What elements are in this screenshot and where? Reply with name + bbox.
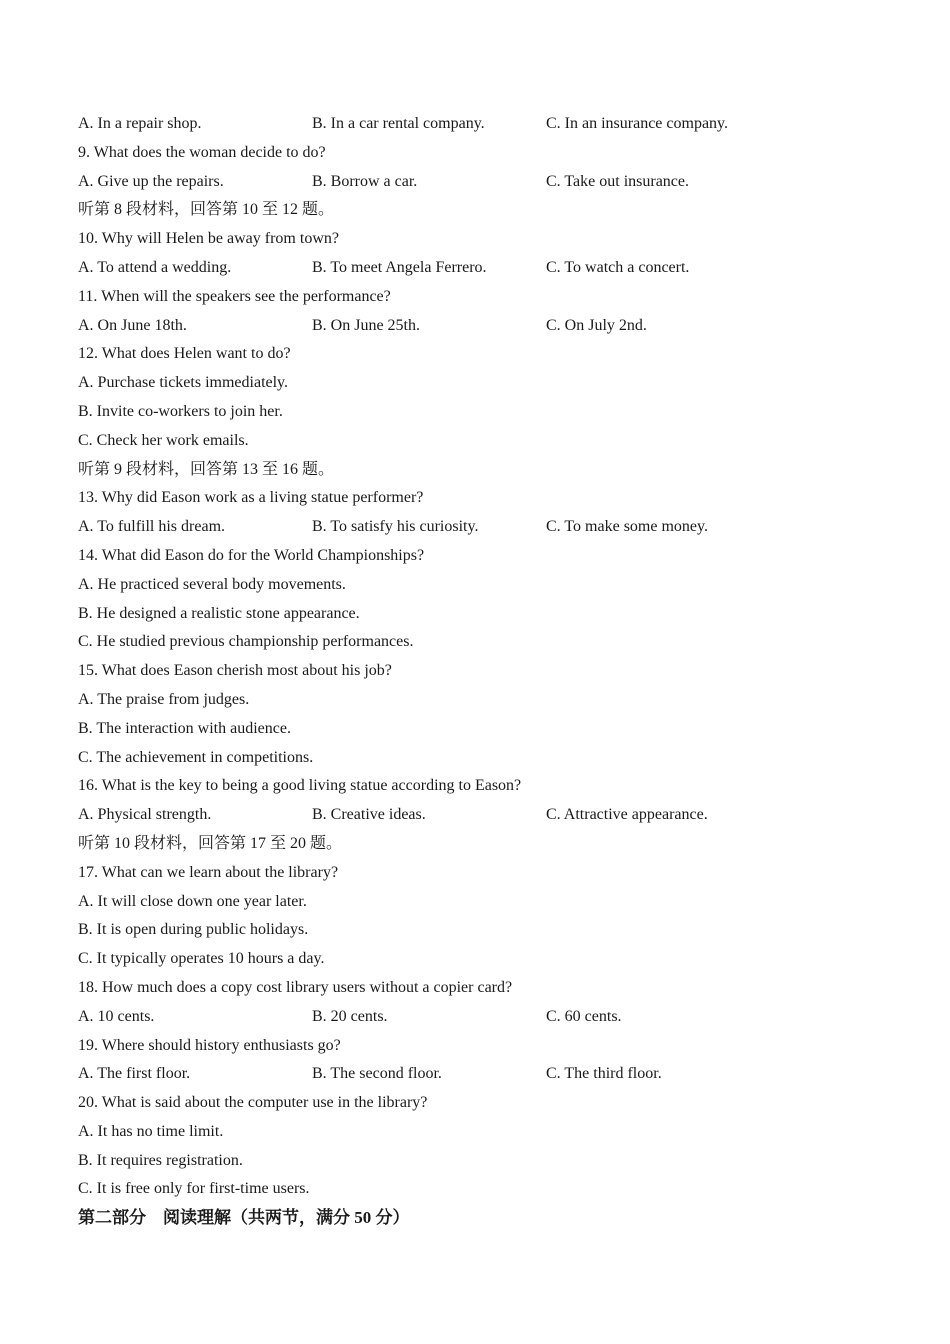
question-16: 16. What is the key to being a good living statue according to Eason? <box>78 777 522 795</box>
option-a: A. To attend a wedding. <box>78 258 232 276</box>
question-10: 10. Why will Helen be away from town? <box>78 230 339 248</box>
option-c: C. To make some money. <box>546 518 708 536</box>
options-row-q10 <box>78 254 878 283</box>
options-row-q13 <box>78 513 878 542</box>
option-c: C. Check her work emails. <box>78 431 249 449</box>
option-a: A. The first floor. <box>78 1065 191 1083</box>
option-a: A. On June 18th. <box>78 316 187 334</box>
option-a: A. It will close down one year later. <box>78 892 307 910</box>
listening-instruction-8: 听第 8 段材料，回答第 10 至 12 题。 <box>78 201 335 219</box>
option-c: C. The third floor. <box>546 1065 662 1083</box>
option-b: B. To meet Angela Ferrero. <box>312 258 487 276</box>
option-c: C. On July 2nd. <box>546 316 647 334</box>
option-b: B. The second floor. <box>312 1065 442 1083</box>
question-13: 13. Why did Eason work as a living statue performer? <box>78 489 424 507</box>
question-18: 18. How much does a copy cost library users without a copier card? <box>78 978 513 996</box>
exam-page <box>78 110 878 1233</box>
option-c: C. It typically operates 10 hours a day. <box>78 950 325 968</box>
option-a: A. Give up the repairs. <box>78 172 224 190</box>
options-row-q16 <box>78 801 878 830</box>
option-a: A. To fulfill his dream. <box>78 518 226 536</box>
option-c: C. It is free only for first-time users. <box>78 1180 310 1198</box>
option-b: B. In a car rental company. <box>312 115 485 132</box>
question-19: 19. Where should history enthusiasts go? <box>78 1036 341 1054</box>
option-a: A. He practiced several body movements. <box>78 575 346 593</box>
section-heading-part-2: 第二部分 阅读理解（共两节，满分 50 分） <box>78 1208 410 1228</box>
option-a: A. Physical strength. <box>78 806 212 824</box>
option-b: B. 20 cents. <box>312 1007 388 1025</box>
option-c: C. 60 cents. <box>546 1007 622 1025</box>
options-row-q11 <box>78 312 878 341</box>
option-a: A. It has no time limit. <box>78 1122 224 1140</box>
options-row-q9 <box>78 168 878 197</box>
question-12: 12. What does Helen want to do? <box>78 345 291 363</box>
option-b: B. On June 25th. <box>312 316 420 334</box>
option-c: C. The achievement in competitions. <box>78 748 314 766</box>
option-a: A. The praise from judges. <box>78 690 250 708</box>
option-b: B. It is open during public holidays. <box>78 921 309 939</box>
option-a: A. 10 cents. <box>78 1007 155 1025</box>
option-a: A. Purchase tickets immediately. <box>78 374 289 392</box>
option-c: C. He studied previous championship performances. <box>78 633 414 651</box>
option-b: B. The interaction with audience. <box>78 719 291 737</box>
question-14: 14. What did Eason do for the World Championships? <box>78 546 425 564</box>
option-c: C. To watch a concert. <box>546 258 690 276</box>
question-17: 17. What can we learn about the library? <box>78 863 339 881</box>
question-15: 15. What does Eason cherish most about his job? <box>78 662 392 680</box>
option-c: C. Attractive appearance. <box>546 806 708 824</box>
option-b: B. He designed a realistic stone appearance. <box>78 604 360 622</box>
options-row-q19 <box>78 1060 878 1089</box>
option-b: B. Creative ideas. <box>312 806 426 824</box>
question-11: 11. When will the speakers see the performance? <box>78 287 391 305</box>
option-b: B. It requires registration. <box>78 1151 243 1169</box>
options-row-q18 <box>78 1003 878 1032</box>
listening-instruction-9: 听第 9 段材料，回答第 13 至 16 题。 <box>78 460 335 478</box>
question-20: 20. What is said about the computer use in the library? <box>78 1094 428 1112</box>
option-c: C. Take out insurance. <box>546 172 689 190</box>
option-b: B. To satisfy his curiosity. <box>312 518 479 536</box>
option-a: A. In a repair shop. <box>78 115 202 132</box>
option-b: B. Invite co-workers to join her. <box>78 402 283 420</box>
question-9: 9. What does the woman decide to do? <box>78 143 326 161</box>
listening-instruction-10: 听第 10 段材料，回答第 17 至 20 题。 <box>78 834 343 852</box>
options-row-q8 <box>78 110 878 139</box>
option-c: C. In an insurance company. <box>546 115 729 132</box>
option-b: B. Borrow a car. <box>312 172 418 190</box>
